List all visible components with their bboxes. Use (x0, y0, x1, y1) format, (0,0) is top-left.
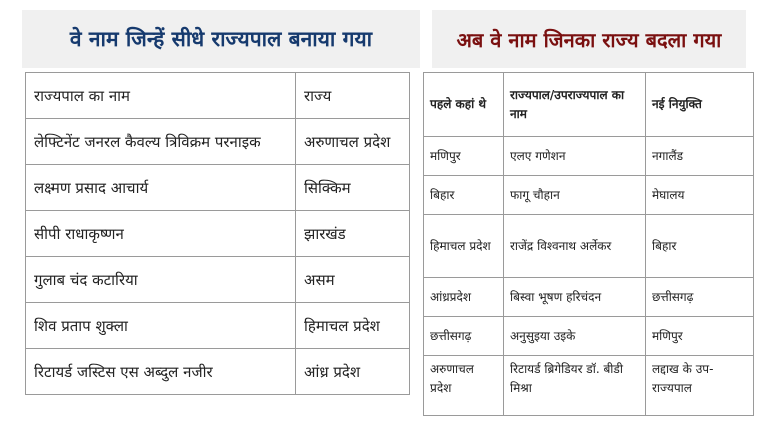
governor-name: शिव प्रताप शुक्ला (26, 303, 296, 349)
table-row (26, 349, 410, 395)
governor-name: राजेंद्र विश्वनाथ अर्लेकर (504, 215, 646, 278)
new-appointment: नगालैंड (646, 137, 754, 176)
table-row (26, 303, 410, 349)
new-appointment: छत्तीसगढ़ (646, 278, 754, 317)
state: हिमाचल प्रदेश (296, 303, 410, 349)
header-governor-name: राज्यपाल/उपराज्यपाल का नाम (504, 73, 646, 137)
table-row (424, 317, 754, 356)
header-state: राज्य (296, 73, 410, 119)
transferred-governors-table (423, 72, 754, 416)
governor-name: लक्ष्मण प्रसाद आचार्य (26, 165, 296, 211)
state: झारखंड (296, 211, 410, 257)
governor-name: बिस्वा भूषण हरिचंदन (504, 278, 646, 317)
state: सिक्किम (296, 165, 410, 211)
table-row (424, 215, 754, 278)
governor-name: लेफ्टिनेंट जनरल कैवल्य त्रिविक्रम परनाइक (26, 119, 296, 165)
header-new-appointment: नई नियुक्ति (646, 73, 754, 137)
governor-name: रिटायर्ड जस्टिस एस अब्दुल नजीर (26, 349, 296, 395)
previous-state: हिमाचल प्रदेश (424, 215, 504, 278)
right-table-title: अब वे नाम जिनका राज्य बदला गया (432, 10, 746, 68)
direct-governors-table (25, 72, 410, 395)
state: अरुणाचल प्रदेश (296, 119, 410, 165)
left-table-title: वे नाम जिन्हें सीधे राज्यपाल बनाया गया (22, 10, 420, 68)
table-row (26, 257, 410, 303)
governor-name: गुलाब चंद कटारिया (26, 257, 296, 303)
table-row (26, 119, 410, 165)
new-appointment: मेघालय (646, 176, 754, 215)
table-row (26, 165, 410, 211)
previous-state: आंध्रप्रदेश (424, 278, 504, 317)
table-row (424, 137, 754, 176)
new-appointment: मणिपुर (646, 317, 754, 356)
state: असम (296, 257, 410, 303)
state: आंध्र प्रदेश (296, 349, 410, 395)
governor-name: फागू चौहान (504, 176, 646, 215)
previous-state: मणिपुर (424, 137, 504, 176)
governor-name: रिटायर्ड ब्रिगेडियर डॉ. बीडी मिश्रा (504, 356, 646, 416)
table-header-row (26, 73, 410, 119)
governor-name: एलए गणेशन (504, 137, 646, 176)
table-row (26, 211, 410, 257)
new-appointment: बिहार (646, 215, 754, 278)
new-appointment: लद्दाख के उप-राज्यपाल (646, 356, 754, 416)
header-previous-state: पहले कहां थे (424, 73, 504, 137)
header-governor-name: राज्यपाल का नाम (26, 73, 296, 119)
table-row (424, 176, 754, 215)
previous-state: छत्तीसगढ़ (424, 317, 504, 356)
table-header-row (424, 73, 754, 137)
previous-state: बिहार (424, 176, 504, 215)
governor-name: अनुसुइया उइके (504, 317, 646, 356)
governor-name: सीपी राधाकृष्णन (26, 211, 296, 257)
table-row (424, 278, 754, 317)
table-row (424, 356, 754, 416)
previous-state: अरुणाचल प्रदेश (424, 356, 504, 416)
